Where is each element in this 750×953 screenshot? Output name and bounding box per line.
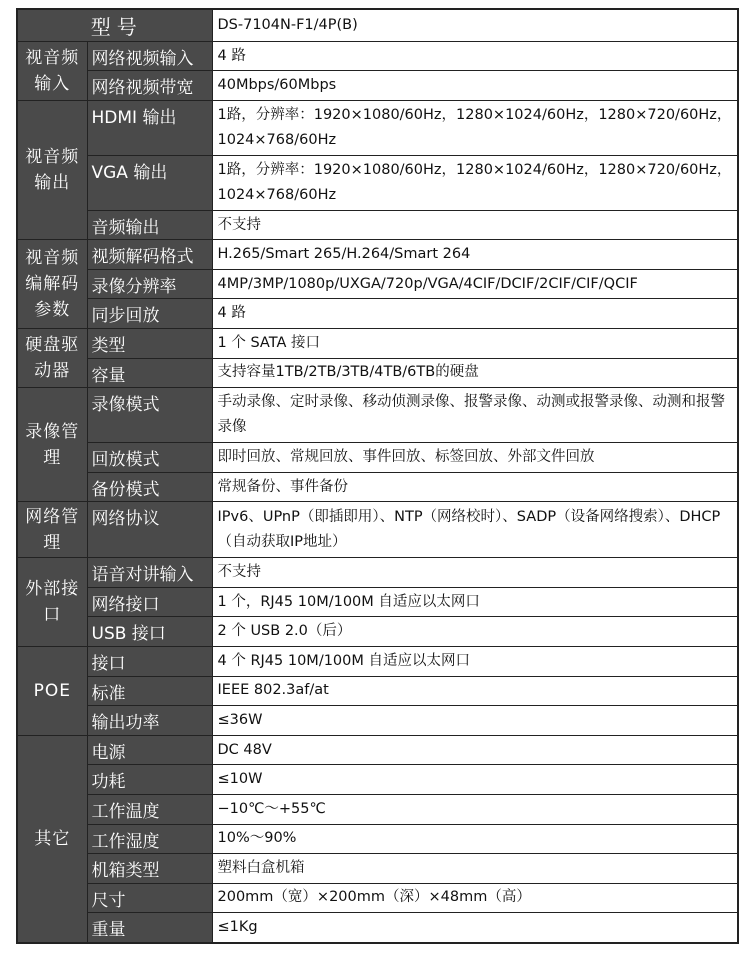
spec-name: 标准 [87, 676, 212, 706]
spec-value: 4MP/3MP/1080p/UXGA/720p/VGA/4CIF/DCIF/2CIF/CIF/QCIF [212, 269, 738, 299]
spec-value: 10%～90% [212, 824, 738, 854]
model-label: 型号 [17, 9, 212, 41]
spec-row [17, 824, 738, 854]
spec-value: 4 个 RJ45 10M/100M 自适应以太网口 [212, 647, 738, 677]
category-poe: POE [17, 647, 87, 736]
category-hdd: 硬盘驱动器 [17, 329, 87, 388]
spec-name: 输出功率 [87, 706, 212, 736]
spec-row [17, 913, 738, 943]
spec-value: H.265/Smart 265/H.264/Smart 264 [212, 240, 738, 270]
spec-value: IEEE 802.3af/at [212, 676, 738, 706]
spec-value: 200mm（宽）×200mm（深）×48mm（高） [212, 883, 738, 913]
spec-value: 1路，分辨率：1920×1080/60Hz，1280×1024/60Hz，1280×720/60Hz，1024×768/60Hz [212, 155, 738, 210]
spec-row [17, 587, 738, 617]
spec-value: 不支持 [212, 558, 738, 588]
spec-name: 网络视频带宽 [87, 71, 212, 101]
spec-name: USB 接口 [87, 617, 212, 647]
spec-value: 手动录像、定时录像、移动侦测录像、报警录像、动测或报警录像、动测和报警录像 [212, 388, 738, 443]
spec-value: ≤10W [212, 765, 738, 795]
model-value: DS-7104N-F1/4P(B) [212, 9, 738, 41]
category-external-ports: 外部接口 [17, 558, 87, 647]
spec-value: ≤1Kg [212, 913, 738, 943]
spec-name: 类型 [87, 329, 212, 359]
spec-name: 工作温度 [87, 794, 212, 824]
spec-name: 录像分辨率 [87, 269, 212, 299]
spec-name: 同步回放 [87, 299, 212, 329]
spec-value: 1 个，RJ45 10M/100M 自适应以太网口 [212, 587, 738, 617]
spec-row [17, 765, 738, 795]
spec-value: 即时回放、常规回放、事件回放、标签回放、外部文件回放 [212, 443, 738, 473]
spec-name: 重量 [87, 913, 212, 943]
category-other: 其它 [17, 735, 87, 943]
spec-value: −10℃～+55℃ [212, 794, 738, 824]
spec-row [17, 155, 738, 210]
category-record-mgmt: 录像管理 [17, 388, 87, 502]
spec-name: 回放模式 [87, 443, 212, 473]
spec-value: IPv6、UPnP（即插即用）、NTP（网络校时）、SADP（设备网络搜索）、DHCP（自动获取IP地址） [212, 502, 738, 558]
spec-row [17, 617, 738, 647]
spec-value: 2 个 USB 2.0（后） [212, 617, 738, 647]
spec-name: 音频输出 [87, 210, 212, 240]
spec-row [17, 883, 738, 913]
spec-name: VGA 输出 [87, 155, 212, 210]
category-codec: 视音频编解码参数 [17, 240, 87, 329]
category-av-input: 视音频输入 [17, 41, 87, 100]
spec-name: 录像模式 [87, 388, 212, 443]
spec-row [17, 240, 738, 270]
model-row [17, 9, 738, 41]
spec-name: HDMI 输出 [87, 100, 212, 155]
spec-name: 功耗 [87, 765, 212, 795]
spec-row [17, 502, 738, 558]
spec-value: 4 路 [212, 41, 738, 71]
spec-row [17, 794, 738, 824]
spec-name: 视频解码格式 [87, 240, 212, 270]
spec-name: 语音对讲输入 [87, 558, 212, 588]
category-network-mgmt: 网络管理 [17, 502, 87, 558]
spec-table-body [17, 9, 738, 943]
spec-value: 1路，分辨率：1920×1080/60Hz，1280×1024/60Hz，1280×720/60Hz，1024×768/60Hz [212, 100, 738, 155]
spec-value: 1 个 SATA 接口 [212, 329, 738, 359]
spec-row [17, 647, 738, 677]
spec-row [17, 329, 738, 359]
spec-row [17, 358, 738, 388]
spec-row [17, 269, 738, 299]
spec-name: 网络视频输入 [87, 41, 212, 71]
spec-value: 不支持 [212, 210, 738, 240]
spec-row [17, 558, 738, 588]
spec-value: 塑料白盒机箱 [212, 854, 738, 884]
spec-row [17, 210, 738, 240]
spec-name: 备份模式 [87, 472, 212, 502]
spec-value: 支持容量1TB/2TB/3TB/4TB/6TB的硬盘 [212, 358, 738, 388]
spec-table [16, 8, 739, 944]
spec-row [17, 71, 738, 101]
spec-name: 机箱类型 [87, 854, 212, 884]
spec-row [17, 41, 738, 71]
spec-name: 尺寸 [87, 883, 212, 913]
spec-row [17, 299, 738, 329]
spec-row [17, 735, 738, 765]
category-av-output: 视音频输出 [17, 100, 87, 239]
spec-value: DC 48V [212, 735, 738, 765]
spec-row [17, 388, 738, 443]
spec-row [17, 443, 738, 473]
spec-value: 常规备份、事件备份 [212, 472, 738, 502]
spec-row [17, 676, 738, 706]
spec-row [17, 472, 738, 502]
spec-value: ≤36W [212, 706, 738, 736]
spec-name: 网络接口 [87, 587, 212, 617]
spec-value: 40Mbps/60Mbps [212, 71, 738, 101]
spec-name: 电源 [87, 735, 212, 765]
spec-name: 网络协议 [87, 502, 212, 558]
spec-row [17, 706, 738, 736]
spec-name: 容量 [87, 358, 212, 388]
spec-row [17, 854, 738, 884]
spec-value: 4 路 [212, 299, 738, 329]
spec-name: 接口 [87, 647, 212, 677]
spec-name: 工作湿度 [87, 824, 212, 854]
spec-row [17, 100, 738, 155]
